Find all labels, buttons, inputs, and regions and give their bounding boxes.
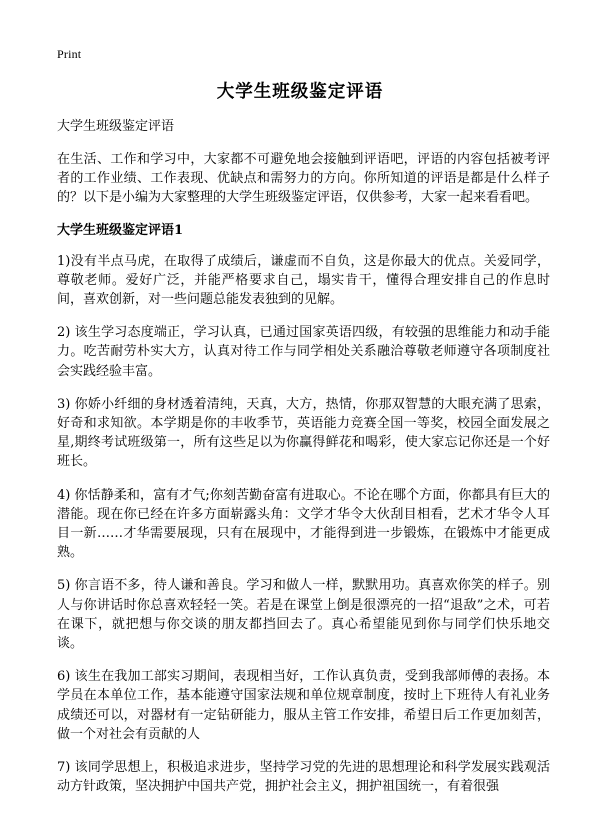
evaluation-item-6: 6) 该生在我加工部实习期间，表现相当好，工作认真负责，受到我部师傅的表扬。本学员在本单位工作，基本能遵守国家法规和单位规章制度，按时上下班待人有礼业务成绩还可以，对器材有一定钻研能力，服从主管工作安排，希望日后工作更加刻苦，做一个对社会有贡献的人 — [57, 669, 550, 742]
document-subtitle: 大学生班级鉴定评语 — [57, 119, 175, 134]
print-link[interactable]: Print — [57, 47, 82, 61]
intro-paragraph: 在生活、工作和学习中，大家都不可避免地会接触到评语吧，评语的内容包括被考评者的工作业绩、工作表现、优缺点和需努力的方向。你所知道的评语是都是什么样子的？以下是小编为大家整理的大学生班级鉴定评语，仅供参考，大家一起来看看吧。 — [57, 152, 550, 206]
evaluation-item-5: 5) 你言语不多，待人谦和善良。学习和做人一样，默默用功。真喜欢你笑的样子。别人与你讲话时你总喜欢轻轻一笑。若是在课堂上倒是很漂亮的一招“退敌”之术，可若在课下，就把想与你交谈的朋友都挡回去了。真心希望能见到你与同学们快乐地交谈。 — [57, 578, 550, 652]
section-heading: 大学生班级鉴定评语1 — [57, 222, 184, 238]
page-title: 大学生班级鉴定评语 — [216, 82, 384, 102]
document-body — [57, 118, 550, 810]
evaluation-item-4: 4) 你恬静柔和，富有才气;你刻苦勤奋富有进取心。不论在哪个方面，你都具有巨大的潜能。现在你已经在许多方面崭露头角：文学才华令大伙刮目相看，艺术才华令人耳目一新……才华需要展现，只有在展现中，才能得到进一步锻炼，在锻炼中才能更成熟。 — [57, 487, 550, 561]
evaluation-item-3: 3) 你娇小纤细的身材透着清纯，天真，大方，热情，你那双智慧的大眼充满了思索，好奇和求知欲。本学期是你的丰收季节，英语能力竞赛全国一等奖，校园全面发展之星,期终考试班级第一，所有这些足以为你赢得鲜花和喝彩，使大家忘记你还是一个好班长。 — [57, 396, 550, 470]
evaluation-item-2: 2) 该生学习态度端正，学习认真，已通过国家英语四级，有较强的思维能力和动手能力。吃苦耐劳朴实大方，认真对待工作与同学相处关系融洽尊敬老师遵守各项制度社会实践经验丰富。 — [57, 325, 550, 379]
evaluation-item-7: 7) 该同学思想上，积极追求进步，坚持学习党的先进的思想理论和科学发展实践观活动方针政策，坚决拥护中国共产党，拥护社会主义，拥护祖国统一，有着很强 — [57, 760, 550, 795]
evaluation-item-1: 1)没有半点马虎，在取得了成绩后，谦虚而不自负，这是你最大的优点。关爱同学，尊敬老师。爱好广泛，并能严格要求自己，塌实肯干，懂得合理安排自己的作息时间，喜欢创新，对一些问题总能发表独到的见解。 — [57, 253, 550, 308]
